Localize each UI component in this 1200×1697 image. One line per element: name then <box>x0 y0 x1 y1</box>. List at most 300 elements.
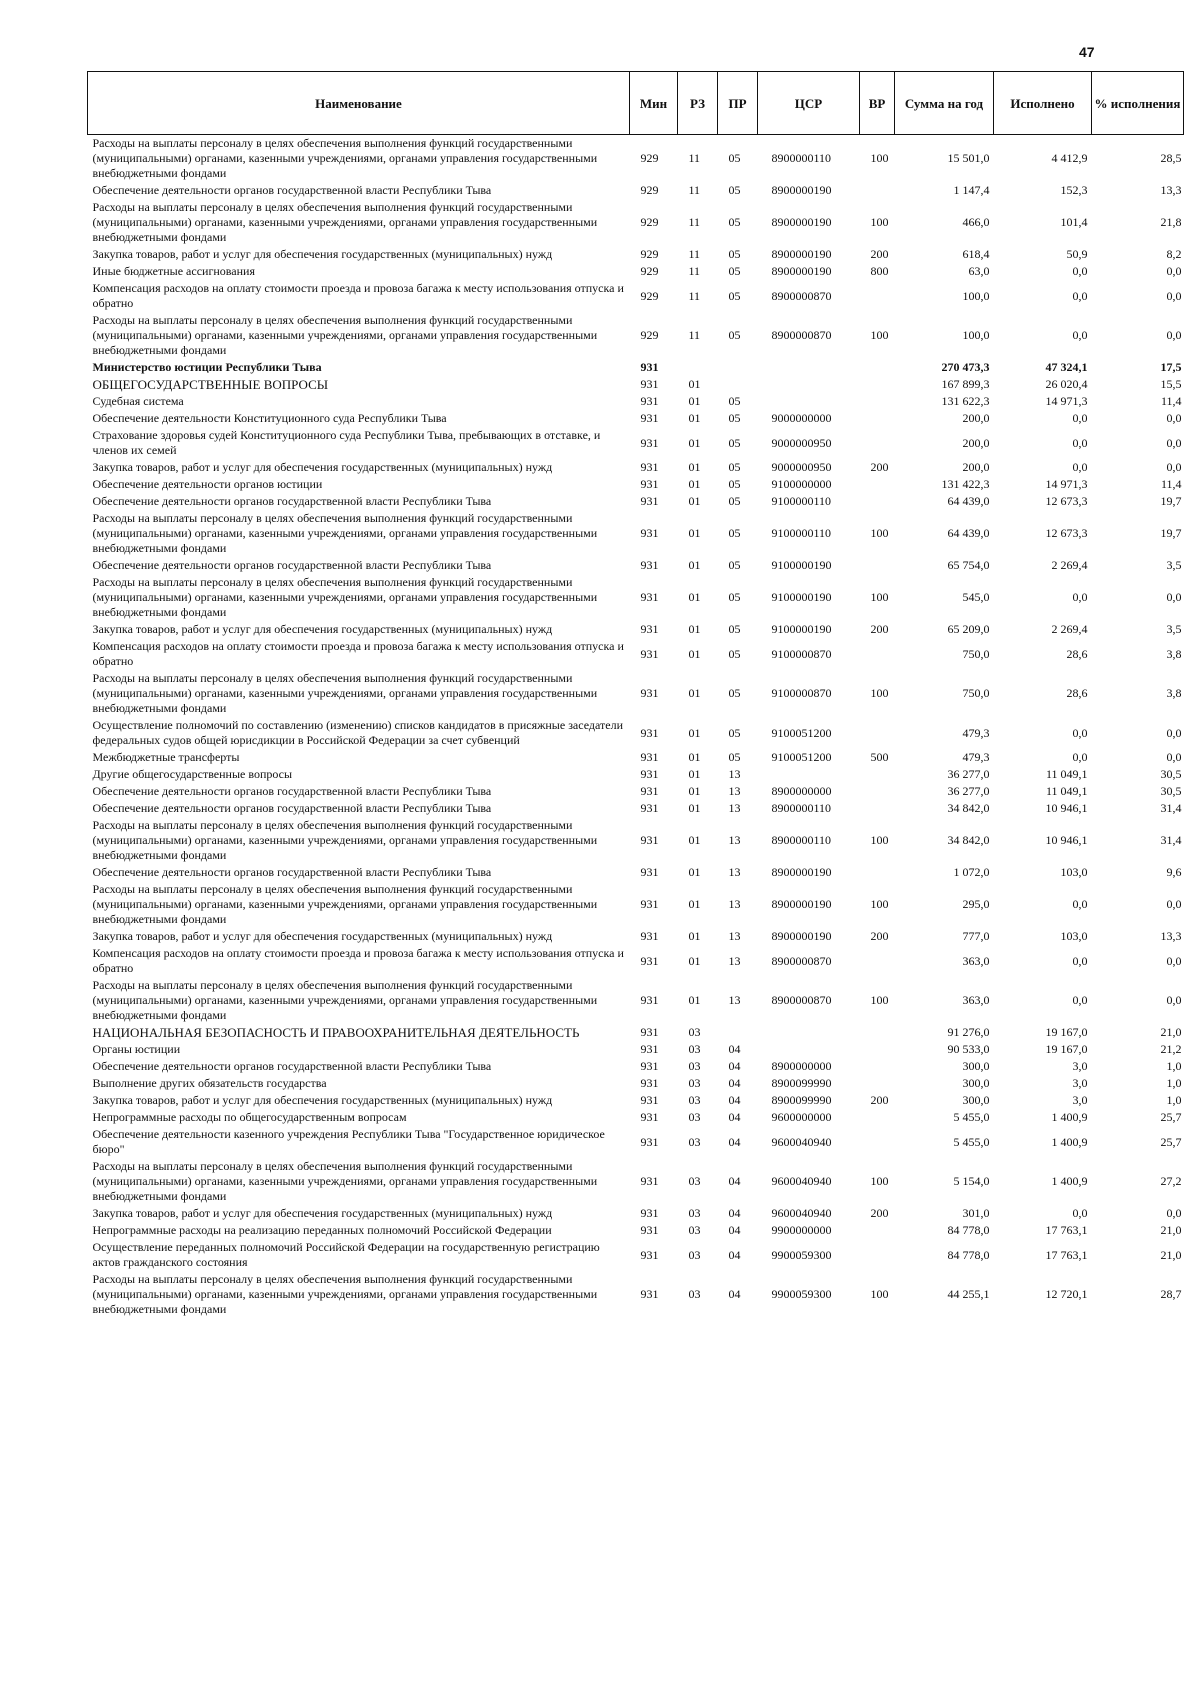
cell-vr: 100 <box>870 215 889 229</box>
cell-min: 931 <box>640 767 659 781</box>
cell-min: 931 <box>640 953 659 968</box>
cell-name: Компенсация расходов на оплату стоимости проезда и провоза багажа к месту использования отпуска и обратно <box>92 281 624 310</box>
cell-csr: 9100000110 <box>771 526 832 540</box>
cell-vr <box>860 864 895 881</box>
cell-sum: 300,0 <box>962 1093 990 1107</box>
cell-rz: 01 <box>688 494 701 508</box>
cell-pct: 30,5 <box>1160 767 1182 781</box>
cell-csr: 8900000870 <box>771 953 832 968</box>
cell-min: 931 <box>640 1206 659 1220</box>
cell-done: 47 324,1 <box>1045 360 1088 374</box>
cell-min: 931 <box>640 622 659 636</box>
cell-sum: 34 842,0 <box>947 801 990 815</box>
cell-pr: 05 <box>728 411 741 425</box>
cell-pct: 0,0 <box>1166 1206 1182 1220</box>
cell-min: 929 <box>640 264 659 278</box>
cell-csr: 8900000110 <box>771 801 832 815</box>
cell-sum: 618,4 <box>962 247 990 261</box>
cell-min: 931 <box>640 1025 659 1039</box>
table-row <box>88 476 1184 493</box>
cell-rz: 01 <box>688 929 701 943</box>
cell-pct: 3,5 <box>1166 622 1182 636</box>
cell-pct: 30,5 <box>1160 784 1182 798</box>
cell-pr: 05 <box>728 435 741 450</box>
cell-vr: 100 <box>870 686 889 700</box>
cell-pr: 13 <box>728 929 741 943</box>
cell-vr: 800 <box>870 264 889 278</box>
cell-done: 28,6 <box>1066 686 1088 700</box>
cell-csr: 8900000110 <box>771 833 832 847</box>
cell-pct: 28,7 <box>1160 1287 1182 1301</box>
cell-pr: 05 <box>728 460 741 474</box>
cell-min: 931 <box>640 646 659 661</box>
cell-pct: 0,0 <box>1166 590 1182 604</box>
cell-min: 931 <box>640 865 659 879</box>
cell-done: 0,0 <box>1072 264 1088 278</box>
cell-csr: 8900000110 <box>771 151 832 165</box>
cell-rz: 01 <box>688 767 701 781</box>
table-row <box>88 410 1184 427</box>
cell-min: 931 <box>640 1059 659 1073</box>
table-row <box>88 621 1184 638</box>
table-row <box>88 717 1184 749</box>
table-row <box>88 574 1184 621</box>
table-row <box>88 800 1184 817</box>
cell-min: 929 <box>640 288 659 303</box>
cell-rz: 03 <box>688 1093 701 1107</box>
cell-rz: 01 <box>688 897 701 911</box>
cell-vr: 500 <box>870 750 889 764</box>
cell-min: 931 <box>640 897 659 911</box>
cell-min: 931 <box>640 1223 659 1237</box>
cell-name: Закупка товаров, работ и услуг для обеспечения государственных (муниципальных) нужд <box>92 460 553 474</box>
cell-vr: 100 <box>870 328 889 342</box>
cell-done: 14 971,3 <box>1045 477 1088 491</box>
cell-pr <box>718 359 758 376</box>
table-row <box>88 928 1184 945</box>
cell-done: 12 720,1 <box>1045 1287 1088 1301</box>
cell-done: 11 049,1 <box>1045 767 1088 781</box>
table-row <box>88 199 1184 246</box>
cell-min: 931 <box>640 1042 659 1056</box>
cell-done: 50,9 <box>1066 247 1088 261</box>
cell-vr <box>860 638 895 670</box>
cell-rz: 03 <box>688 1134 701 1149</box>
cell-rz: 11 <box>688 247 701 261</box>
cell-pct: 25,7 <box>1160 1134 1182 1149</box>
cell-min: 931 <box>640 1247 659 1262</box>
table-row <box>88 1126 1184 1158</box>
cell-rz: 01 <box>688 833 701 847</box>
cell-done: 19 167,0 <box>1045 1042 1088 1056</box>
cell-pct: 9,6 <box>1166 865 1182 879</box>
cell-min: 929 <box>640 183 659 197</box>
cell-pct: 28,5 <box>1160 151 1182 165</box>
cell-csr: 9600040940 <box>771 1174 832 1188</box>
cell-done: 0,0 <box>1072 328 1088 342</box>
cell-sum: 200,0 <box>962 411 990 425</box>
cell-min: 931 <box>640 394 659 408</box>
cell-name: Расходы на выплаты персоналу в целях обеспечения выполнения функций государственными (муниципальными) органами, казенными учреждениями, органами управления государственными внебюджетными фондами <box>92 200 598 244</box>
cell-csr <box>758 359 860 376</box>
cell-pct: 19,7 <box>1160 494 1182 508</box>
header-min: Мин <box>630 72 678 135</box>
cell-sum: 5 455,0 <box>953 1134 990 1149</box>
cell-pct: 1,0 <box>1166 1076 1182 1090</box>
cell-pct: 3,5 <box>1166 558 1182 572</box>
cell-csr: 9900059300 <box>771 1287 832 1301</box>
cell-sum: 200,0 <box>962 460 990 474</box>
cell-min: 931 <box>640 1076 659 1090</box>
cell-vr <box>860 1239 895 1271</box>
cell-pr: 05 <box>728 750 741 764</box>
cell-min: 931 <box>640 725 659 740</box>
cell-vr <box>860 800 895 817</box>
cell-pr: 04 <box>728 1093 741 1107</box>
budget-table <box>87 71 1184 1318</box>
cell-pct: 13,3 <box>1160 183 1182 197</box>
cell-done: 0,0 <box>1072 288 1088 303</box>
cell-name: Расходы на выплаты персоналу в целях обеспечения выполнения функций государственными (муниципальными) органами, казенными учреждениями, органами управления государственными внебюджетными фондами <box>92 575 598 619</box>
cell-name: Межбюджетные трансферты <box>92 750 240 764</box>
cell-sum: 167 899,3 <box>941 377 990 391</box>
cell-pct: 0,0 <box>1166 993 1182 1007</box>
cell-pct: 3,8 <box>1166 686 1182 700</box>
cell-csr: 8900000190 <box>771 897 832 911</box>
cell-min: 931 <box>640 460 659 474</box>
cell-min: 931 <box>640 750 659 764</box>
cell-pr: 04 <box>728 1206 741 1220</box>
cell-done: 3,0 <box>1072 1076 1088 1090</box>
cell-rz: 01 <box>688 411 701 425</box>
cell-vr: 100 <box>870 993 889 1007</box>
cell-pr: 05 <box>728 215 741 229</box>
cell-name: Закупка товаров, работ и услуг для обеспечения государственных (муниципальных) нужд <box>92 1093 553 1107</box>
cell-rz: 01 <box>688 622 701 636</box>
cell-name: Другие общегосударственные вопросы <box>92 767 293 781</box>
cell-pr: 13 <box>728 801 741 815</box>
cell-vr <box>860 1109 895 1126</box>
table-row <box>88 263 1184 280</box>
cell-name: НАЦИОНАЛЬНАЯ БЕЗОПАСНОСТЬ И ПРАВООХРАНИТЕЛЬНАЯ ДЕЯТЕЛЬНОСТЬ <box>92 1025 580 1040</box>
cell-vr <box>860 427 895 459</box>
cell-pr: 13 <box>728 833 741 847</box>
cell-csr: 9900059300 <box>771 1247 832 1262</box>
cell-vr <box>860 945 895 977</box>
cell-pr: 05 <box>728 590 741 604</box>
cell-vr <box>860 1024 895 1041</box>
cell-vr <box>860 766 895 783</box>
table-row <box>88 246 1184 263</box>
cell-sum: 777,0 <box>962 929 990 943</box>
cell-sum: 131 422,3 <box>941 477 990 491</box>
cell-name: Судебная система <box>92 394 184 408</box>
table-row <box>88 393 1184 410</box>
cell-done: 2 269,4 <box>1051 622 1088 636</box>
cell-min: 931 <box>640 929 659 943</box>
cell-pr: 04 <box>728 1247 741 1262</box>
cell-csr: 8900000190 <box>771 247 832 261</box>
cell-name: Обеспечение деятельности органов государственной власти Республики Тыва <box>92 558 492 572</box>
cell-min: 931 <box>640 435 659 450</box>
cell-vr <box>860 410 895 427</box>
cell-sum: 84 778,0 <box>947 1223 990 1237</box>
cell-csr <box>758 1041 860 1058</box>
cell-sum: 65 754,0 <box>947 558 990 572</box>
cell-name: Осуществление полномочий по составлению (изменению) списков кандидатов в присяжные заседатели федеральных судов общей юрисдикции в Российской Федерации за счет субвенций <box>92 718 623 747</box>
cell-min: 931 <box>640 477 659 491</box>
cell-name: Закупка товаров, работ и услуг для обеспечения государственных (муниципальных) нужд <box>92 622 553 636</box>
table-row <box>88 1058 1184 1075</box>
cell-pr: 05 <box>728 558 741 572</box>
cell-sum: 301,0 <box>962 1206 990 1220</box>
cell-rz: 01 <box>688 784 701 798</box>
table-row <box>88 945 1184 977</box>
cell-pct: 0,0 <box>1166 435 1182 450</box>
cell-rz: 01 <box>688 558 701 572</box>
cell-pct: 21,0 <box>1160 1247 1182 1262</box>
cell-done: 0,0 <box>1072 411 1088 425</box>
cell-rz: 03 <box>688 1110 701 1124</box>
table-row <box>88 1239 1184 1271</box>
cell-done: 10 946,1 <box>1045 833 1088 847</box>
cell-min: 931 <box>640 801 659 815</box>
header-rz: РЗ <box>678 72 718 135</box>
cell-csr <box>758 766 860 783</box>
cell-done: 12 673,3 <box>1045 526 1088 540</box>
header-sum: Сумма на год <box>895 72 994 135</box>
cell-csr: 9600040940 <box>771 1134 832 1149</box>
cell-min: 929 <box>640 328 659 342</box>
cell-name: Обеспечение деятельности органов государственной власти Республики Тыва <box>92 1059 492 1073</box>
cell-name: Выполнение других обязательств государства <box>92 1076 327 1090</box>
cell-pr: 04 <box>728 1042 741 1056</box>
cell-name: Осуществление переданных полномочий Российской Федерации на государственную регистрацию актов гражданского состояния <box>92 1240 600 1269</box>
cell-pr: 13 <box>728 865 741 879</box>
cell-pr: 05 <box>728 725 741 740</box>
cell-pr: 05 <box>728 394 741 408</box>
cell-name: Расходы на выплаты персоналу в целях обеспечения выполнения функций государственными (муниципальными) органами, казенными учреждениями, органами управления государственными внебюджетными фондами <box>92 978 598 1022</box>
cell-done: 3,0 <box>1072 1093 1088 1107</box>
cell-pct: 1,0 <box>1166 1059 1182 1073</box>
cell-csr: 8900099990 <box>771 1076 832 1090</box>
cell-pct: 0,0 <box>1166 953 1182 968</box>
table-header <box>88 72 1184 135</box>
cell-rz: 11 <box>688 151 701 165</box>
cell-rz: 03 <box>688 1206 701 1220</box>
header-done: Исполнено <box>994 72 1092 135</box>
cell-vr: 100 <box>870 833 889 847</box>
cell-pr: 04 <box>728 1223 741 1237</box>
table-row <box>88 977 1184 1024</box>
header-pct: % исполнения <box>1092 72 1184 135</box>
cell-pct: 21,2 <box>1160 1042 1182 1056</box>
cell-csr <box>758 393 860 410</box>
header-name: Наименование <box>88 72 630 135</box>
cell-vr <box>860 393 895 410</box>
cell-rz: 01 <box>688 865 701 879</box>
cell-rz: 01 <box>688 477 701 491</box>
cell-pct: 21,0 <box>1160 1025 1182 1039</box>
cell-pct: 31,4 <box>1160 801 1182 815</box>
cell-csr: 8900000190 <box>771 929 832 943</box>
cell-min: 931 <box>640 1134 659 1149</box>
cell-name: Органы юстиции <box>92 1042 181 1056</box>
cell-rz: 03 <box>688 1223 701 1237</box>
cell-pct: 11,4 <box>1160 394 1182 408</box>
cell-pct: 25,7 <box>1160 1110 1182 1124</box>
cell-csr: 9900000000 <box>771 1223 832 1237</box>
cell-name: Закупка товаров, работ и услуг для обеспечения государственных (муниципальных) нужд <box>92 929 553 943</box>
cell-done: 12 673,3 <box>1045 494 1088 508</box>
cell-pr: 05 <box>728 264 741 278</box>
cell-pr: 05 <box>728 151 741 165</box>
cell-name: Обеспечение деятельности органов государственной власти Республики Тыва <box>92 494 492 508</box>
cell-vr: 100 <box>870 1287 889 1301</box>
table-row <box>88 312 1184 359</box>
cell-csr: 8900000870 <box>771 993 832 1007</box>
cell-sum: 15 501,0 <box>947 151 990 165</box>
cell-min: 929 <box>640 215 659 229</box>
cell-vr <box>860 1058 895 1075</box>
cell-done: 103,0 <box>1060 929 1088 943</box>
cell-rz: 11 <box>688 288 701 303</box>
cell-min: 931 <box>640 377 659 391</box>
table-row <box>88 1092 1184 1109</box>
cell-done: 0,0 <box>1072 953 1088 968</box>
cell-pr <box>718 1024 758 1041</box>
cell-name: Иные бюджетные ассигнования <box>92 264 255 278</box>
cell-pct: 0,0 <box>1166 460 1182 474</box>
cell-pr: 05 <box>728 494 741 508</box>
cell-sum: 750,0 <box>962 646 990 661</box>
cell-rz: 01 <box>688 993 701 1007</box>
cell-name: Обеспечение деятельности органов государственной власти Республики Тыва <box>92 801 492 815</box>
cell-pct: 31,4 <box>1160 833 1182 847</box>
cell-min: 931 <box>640 494 659 508</box>
cell-rz: 11 <box>688 264 701 278</box>
cell-rz: 01 <box>688 801 701 815</box>
cell-sum: 363,0 <box>962 993 990 1007</box>
cell-name: Расходы на выплаты персоналу в целях обеспечения выполнения функций государственными (муниципальными) органами, казенными учреждениями, органами управления государственными внебюджетными фондами <box>92 671 598 715</box>
table-row <box>88 359 1184 376</box>
cell-pr: 05 <box>728 686 741 700</box>
cell-sum: 100,0 <box>962 288 990 303</box>
cell-min: 931 <box>640 833 659 847</box>
cell-pct: 0,0 <box>1166 411 1182 425</box>
cell-csr: 9100000110 <box>771 494 832 508</box>
cell-vr: 200 <box>870 929 889 943</box>
cell-sum: 750,0 <box>962 686 990 700</box>
cell-vr: 100 <box>870 526 889 540</box>
table-row <box>88 135 1184 183</box>
cell-done: 101,4 <box>1060 215 1088 229</box>
cell-name: Расходы на выплаты персоналу в целях обеспечения выполнения функций государственными (муниципальными) органами, казенными учреждениями, органами управления государственными внебюджетными фондами <box>92 1159 598 1203</box>
cell-csr: 9600000000 <box>771 1110 832 1124</box>
cell-rz: 03 <box>688 1076 701 1090</box>
cell-done: 14 971,3 <box>1045 394 1088 408</box>
table-row <box>88 459 1184 476</box>
cell-pct: 1,0 <box>1166 1093 1182 1107</box>
cell-sum: 5 455,0 <box>953 1110 990 1124</box>
cell-pct: 21,0 <box>1160 1223 1182 1237</box>
cell-done: 1 400,9 <box>1051 1134 1088 1149</box>
cell-name: Обеспечение деятельности органов государственной власти Республики Тыва <box>92 784 492 798</box>
cell-sum: 100,0 <box>962 328 990 342</box>
cell-pct: 11,4 <box>1160 477 1182 491</box>
cell-sum: 466,0 <box>962 215 990 229</box>
page-number: 47 <box>1079 44 1095 60</box>
cell-done: 103,0 <box>1060 865 1088 879</box>
cell-sum: 44 255,1 <box>947 1287 990 1301</box>
cell-sum: 200,0 <box>962 435 990 450</box>
cell-sum: 1 072,0 <box>953 865 990 879</box>
cell-pr: 05 <box>728 328 741 342</box>
cell-done: 0,0 <box>1072 750 1088 764</box>
cell-pct: 0,0 <box>1166 264 1182 278</box>
table-row <box>88 783 1184 800</box>
cell-done: 0,0 <box>1072 1206 1088 1220</box>
cell-vr <box>860 1041 895 1058</box>
cell-rz: 01 <box>688 953 701 968</box>
table-row <box>88 749 1184 766</box>
cell-csr: 8900000190 <box>771 264 832 278</box>
cell-sum: 36 277,0 <box>947 767 990 781</box>
cell-done: 10 946,1 <box>1045 801 1088 815</box>
cell-csr: 9000000000 <box>771 411 832 425</box>
cell-csr: 9100000190 <box>771 622 832 636</box>
cell-sum: 295,0 <box>962 897 990 911</box>
cell-vr <box>860 493 895 510</box>
cell-csr: 9100051200 <box>771 750 832 764</box>
cell-vr <box>860 717 895 749</box>
cell-pct: 0,0 <box>1166 288 1182 303</box>
cell-pr: 04 <box>728 1110 741 1124</box>
cell-pct: 0,0 <box>1166 750 1182 764</box>
cell-rz: 03 <box>688 1025 701 1039</box>
cell-done: 17 763,1 <box>1045 1247 1088 1262</box>
cell-done: 1 400,9 <box>1051 1174 1088 1188</box>
cell-rz: 01 <box>688 590 701 604</box>
cell-csr: 9100000190 <box>771 590 832 604</box>
cell-sum: 34 842,0 <box>947 833 990 847</box>
cell-name: Расходы на выплаты персоналу в целях обеспечения выполнения функций государственными (муниципальными) органами, казенными учреждениями, органами управления государственными внебюджетными фондами <box>92 882 598 926</box>
header-vr: ВР <box>860 72 895 135</box>
cell-rz: 01 <box>688 526 701 540</box>
table-row <box>88 510 1184 557</box>
cell-rz <box>678 359 718 376</box>
cell-csr: 9000000950 <box>771 435 832 450</box>
cell-rz: 01 <box>688 750 701 764</box>
cell-min: 931 <box>640 590 659 604</box>
cell-pct: 3,8 <box>1166 646 1182 661</box>
cell-csr: 8900000190 <box>771 865 832 879</box>
cell-vr: 200 <box>870 1206 889 1220</box>
cell-vr <box>860 1075 895 1092</box>
cell-name: Закупка товаров, работ и услуг для обеспечения государственных (муниципальных) нужд <box>92 1206 553 1220</box>
cell-min: 931 <box>640 1110 659 1124</box>
cell-csr: 8900000190 <box>771 215 832 229</box>
cell-name: Непрограммные расходы по общегосударственным вопросам <box>92 1110 407 1124</box>
table-row <box>88 1041 1184 1058</box>
table-row <box>88 817 1184 864</box>
table-row <box>88 766 1184 783</box>
cell-sum: 91 276,0 <box>947 1025 990 1039</box>
cell-pct: 0,0 <box>1166 328 1182 342</box>
cell-sum: 63,0 <box>968 264 990 278</box>
cell-min: 929 <box>640 247 659 261</box>
cell-done: 11 049,1 <box>1045 784 1088 798</box>
